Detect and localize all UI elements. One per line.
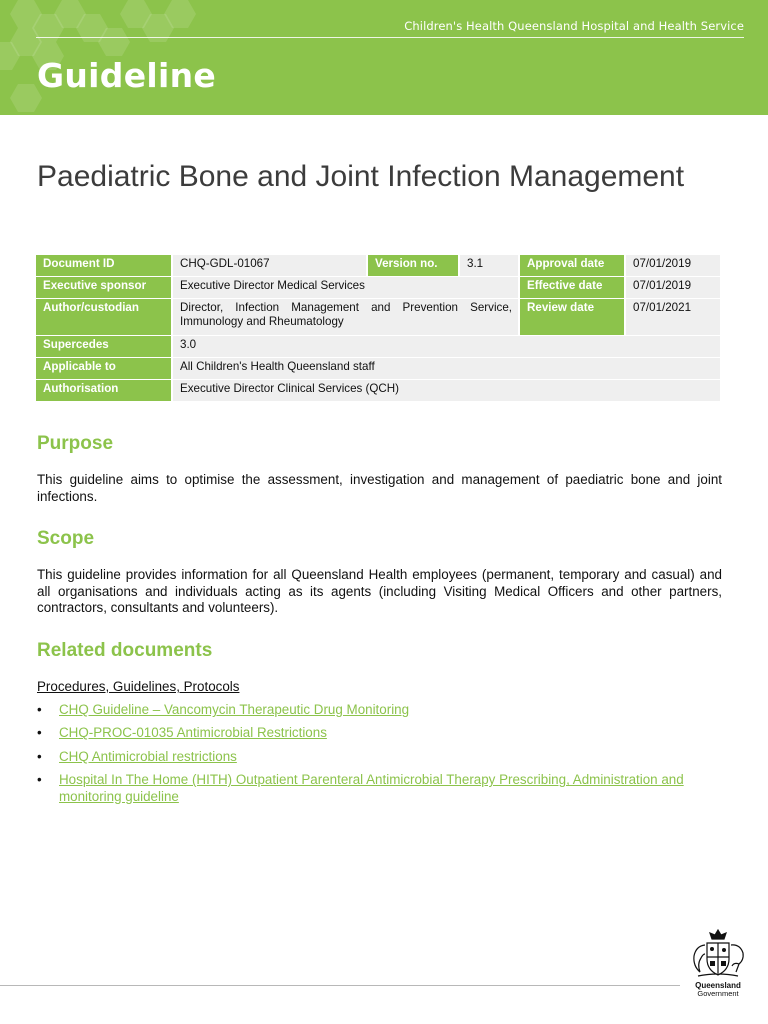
supercedes-value: 3.0 <box>173 336 722 358</box>
executive-sponsor-label: Executive sponsor <box>36 277 173 299</box>
header-banner <box>0 0 768 115</box>
author-label: Author/custodian <box>36 299 173 336</box>
effective-date-label: Effective date <box>520 277 626 299</box>
page-title: Paediatric Bone and Joint Infection Management <box>37 160 685 193</box>
bullet: • <box>37 725 42 741</box>
organisation-name: Children's Health Queensland Hospital and Health Service <box>404 19 744 33</box>
version-label: Version no. <box>368 255 460 277</box>
header-divider <box>36 37 744 38</box>
author-value: Director, Infection Management and Prevention Service, Immunology and Rheumatology <box>173 299 520 336</box>
footer-divider <box>0 985 680 986</box>
purpose-text: This guideline aims to optimise the assessment, investigation and management of paediatric bone and joint infections. <box>37 472 722 504</box>
vancomycin-guideline-link[interactable]: CHQ Guideline – Vancomycin Therapeutic Drug Monitoring <box>59 702 410 717</box>
version-value: 3.1 <box>460 255 520 277</box>
logo-line-2: Government <box>697 989 739 998</box>
list-item <box>37 749 722 765</box>
hith-opat-guideline-link[interactable]: Hospital In The Home (HITH) Outpatient Parenteral Antimicrobial Therapy Prescribing, Administration and monitoring guideline <box>59 772 684 804</box>
document-id-label: Document ID <box>36 255 173 277</box>
document-metadata-table <box>36 255 722 402</box>
antimicrobial-restrictions-procedure-link[interactable]: CHQ-PROC-01035 Antimicrobial Restrictions <box>59 725 327 741</box>
purpose-heading: Purpose <box>37 433 114 454</box>
list-item <box>37 702 722 718</box>
bullet: • <box>37 748 42 764</box>
table-row <box>36 255 722 277</box>
procedures-subheading: Procedures, Guidelines, Protocols <box>37 679 240 694</box>
antimicrobial-restrictions-link[interactable]: CHQ Antimicrobial restrictions <box>59 748 237 764</box>
table-row <box>36 358 722 380</box>
approval-date-value: 07/01/2019 <box>626 255 722 277</box>
logo-line-1: Queensland <box>695 981 741 990</box>
scope-heading: Scope <box>37 528 95 549</box>
bullet: • <box>37 772 42 788</box>
queensland-government-logo-text <box>688 982 748 998</box>
list-item <box>37 772 722 805</box>
scope-text: This guideline provides information for all Queensland Health employees (permanent, temporary and casual) and all organisations and individuals acting as its agents (including Visiting Medical Officers and other partners, contractors, consultants and volunteers). <box>37 567 722 616</box>
review-date-label: Review date <box>520 299 626 336</box>
related-documents-heading: Related documents <box>37 640 213 661</box>
applicable-to-value: All Children's Health Queensland staff <box>173 358 722 380</box>
review-date-value: 07/01/2021 <box>626 299 722 336</box>
document-id-value: CHQ-GDL-01067 <box>173 255 368 277</box>
table-row <box>36 277 722 299</box>
approval-date-label: Approval date <box>520 255 626 277</box>
document-type: Guideline <box>37 56 217 95</box>
authorisation-value: Executive Director Clinical Services (QCH) <box>173 380 722 402</box>
list-item <box>37 725 722 741</box>
effective-date-value: 07/01/2019 <box>626 277 722 299</box>
executive-sponsor-value: Executive Director Medical Services <box>173 277 520 299</box>
bullet: • <box>37 702 42 717</box>
table-row <box>36 380 722 402</box>
supercedes-label: Supercedes <box>36 336 173 358</box>
authorisation-label: Authorisation <box>36 380 173 402</box>
table-row <box>36 299 722 336</box>
applicable-to-label: Applicable to <box>36 358 173 380</box>
related-documents-list <box>37 702 722 812</box>
table-row <box>36 336 722 358</box>
